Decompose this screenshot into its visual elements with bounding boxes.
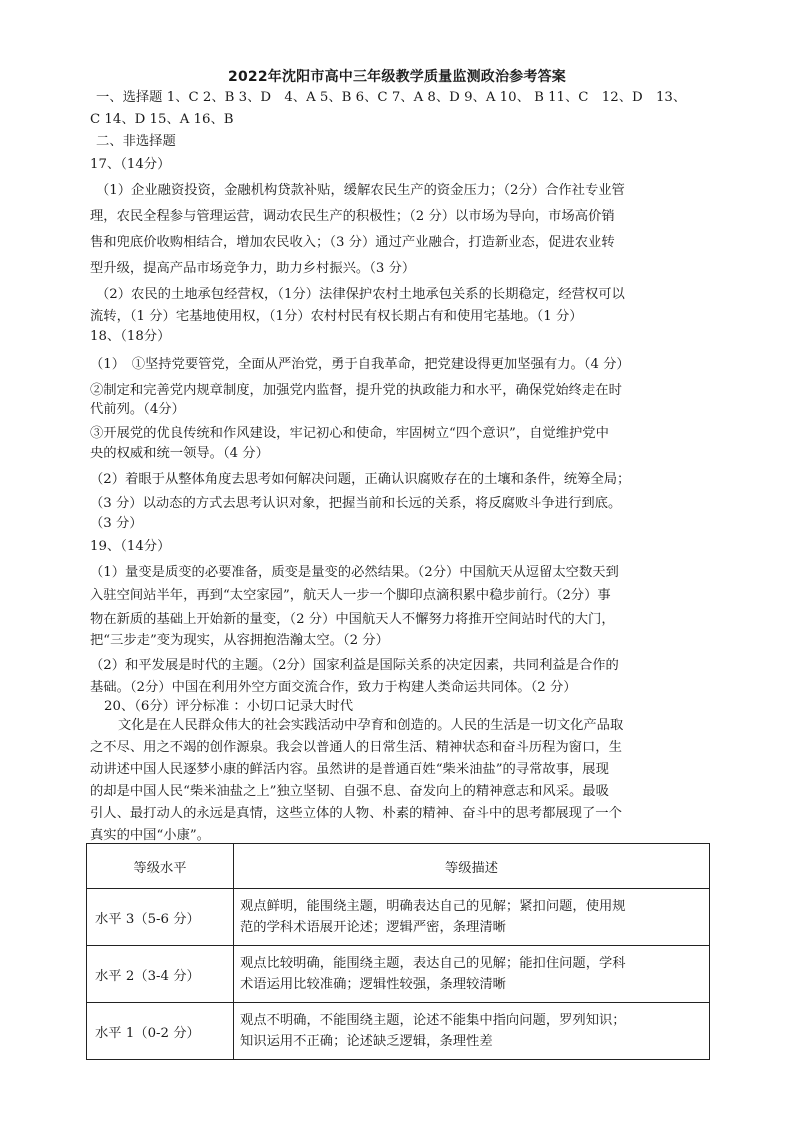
mc-answers-line-2: C 14、D 15、A 16、B	[90, 112, 234, 127]
q18-answer-line: （2）着眼于从整体角度去思考如何解决问题，正确认识腐败存在的土壤和条件，统筹全局；	[90, 472, 631, 487]
table-row	[87, 946, 710, 1003]
q18-answer-line: （1） ①坚持党要管党，全面从严治党，勇于自我革命，把党建设得更加坚强有力。（4 分）	[90, 357, 630, 372]
description-cell	[234, 889, 710, 946]
q20-model-answer-line: 的却是中国人民“柴米油盐之上”独立坚韧、自强不息、奋发向上的精神意志和风采。最吸	[90, 784, 609, 799]
q18-answer-line: （3 分）以动态的方式去思考认识对象，把握当前和长远的关系，将反腐败斗争进行到底。	[90, 496, 622, 511]
description-line: 观点不明确，不能围绕主题，论述不能集中指向问题，罗列知识；	[240, 1013, 626, 1028]
q20-model-answer-line: 文化是在人民群众伟大的社会实践活动中孕育和创造的。人民的生活是一切文化产品取	[118, 718, 624, 733]
table-header-row	[87, 844, 710, 889]
description-line: 知识运用不正确；论述缺乏逻辑，条理性差	[240, 1034, 493, 1049]
question-18-heading: 18、（18分）	[90, 329, 171, 344]
description-cell	[234, 946, 710, 1003]
q20-model-answer-line: 真实的中国“小康”。	[90, 828, 210, 843]
q17-answer-line: 售和兜底价收购相结合，增加农民收入；（3 分）通过产业融合，打造新业态，促进农业转	[90, 235, 615, 250]
question-19-heading: 19、（14分）	[90, 539, 171, 554]
section-heading-nonchoice: 二、非选择题	[96, 134, 176, 149]
q17-answer-line: 型升级，提高产品市场竞争力，助力乡村振兴。（3 分）	[90, 261, 416, 276]
description-cell	[234, 1003, 710, 1060]
q19-answer-line: 基础。（2分）中国在利用外空方面交流合作，致力于构建人类命运共同体。（2 分）	[90, 680, 577, 695]
document-title: 2022年沈阳市高中三年级教学质量监测政治参考答案	[228, 69, 566, 85]
level-cell: 水平 2（3-4 分）	[87, 946, 234, 1003]
mc-answers-line-1: 一、选择题 1、C 2、B 3、D 4、A 5、B 6、C 7、A 8、D 9、A 10、 B 11、C 12、D 13、	[96, 90, 687, 105]
level-cell: 水平 3（5-6 分）	[87, 889, 234, 946]
q20-model-answer-line: 动讲述中国人民逐梦小康的鲜活内容。虽然讲的是普通百姓“柴米油盐”的寻常故事，展现	[90, 762, 609, 777]
q19-answer-line: （1）量变是质变的必要准备，质变是量变的必然结果。（2分）中国航天从逗留太空数天到	[90, 565, 619, 580]
q17-answer-line: （2）农民的土地承包经营权，（1分）法律保护农村土地承包关系的长期稳定，经营权可以	[96, 287, 625, 302]
question-17-heading: 17、（14分）	[90, 157, 171, 172]
q17-answer-line: （1）企业融资投资，金融机构贷款补贴，缓解农民生产的资金压力；（2分）合作社专业管	[96, 183, 625, 198]
table-row	[87, 889, 710, 946]
q18-answer-line: （3 分）	[90, 516, 143, 531]
q20-model-answer-line: 之不尽、用之不竭的创作源泉。我会以普通人的日常生活、精神状态和奋斗历程为窗口，生	[90, 740, 622, 755]
q19-answer-line: 把“三步走”变为现实，从容拥抱浩瀚太空。（2 分）	[90, 633, 389, 648]
header-description: 等级描述	[234, 844, 710, 889]
q19-answer-line: （2）和平发展是时代的主题。（2分）国家利益是国际关系的决定因素，共同利益是合作的	[90, 658, 619, 673]
q18-answer-line: ②制定和完善党内规章制度，加强党内监督，提升党的执政能力和水平，确保党始终走在时	[90, 383, 622, 398]
q17-answer-line: 流转，（1 分）宅基地使用权，（1分）农村村民有权长期占有和使用宅基地。（1 分）	[90, 309, 583, 324]
table-row	[87, 1003, 710, 1060]
description-line: 术语运用比较准确；逻辑性较强，条理较清晰	[240, 977, 506, 992]
question-20-heading: 20、（6分）评分标准 ：小切口记录大时代	[104, 699, 354, 714]
header-level: 等级水平	[87, 844, 234, 889]
q19-answer-line: 入驻空间站半年，再到“太空家园”，航天人一步一个脚印点滴积累中稳步前行。（2分）事	[90, 588, 611, 603]
grading-table	[86, 843, 710, 1060]
q17-answer-line: 理，农民全程参与管理运营，调动农民生产的积极性；（2 分）以市场为导向，市场高价销	[90, 209, 615, 224]
description-line: 范的学科术语展开论述；逻辑严密，条理清晰	[240, 920, 506, 935]
q18-answer-line: 代前列。（4分）	[90, 402, 185, 417]
q19-answer-line: 物在新质的基础上开始新的量变，（2 分）中国航天人不懈努力将推开空间站时代的大门，	[90, 612, 615, 627]
level-cell: 水平 1（0-2 分）	[87, 1003, 234, 1060]
description-line: 观点鲜明，能围绕主题，明确表达自己的见解；紧扣问题，使用规	[240, 899, 626, 914]
description-line: 观点比较明确，能围绕主题，表达自己的见解；能扣住问题，学科	[240, 956, 626, 971]
q18-answer-line: ③开展党的优良传统和作风建设，牢记初心和使命，牢固树立“四个意识”，自觉维护党中	[90, 426, 609, 441]
q18-answer-line: 央的权威和统一领导。（4 分）	[90, 446, 269, 461]
q20-model-answer-line: 引人、最打动人的永远是真情，这些立体的人物、朴素的精神、奋斗中的思考都展现了一个	[90, 806, 622, 821]
